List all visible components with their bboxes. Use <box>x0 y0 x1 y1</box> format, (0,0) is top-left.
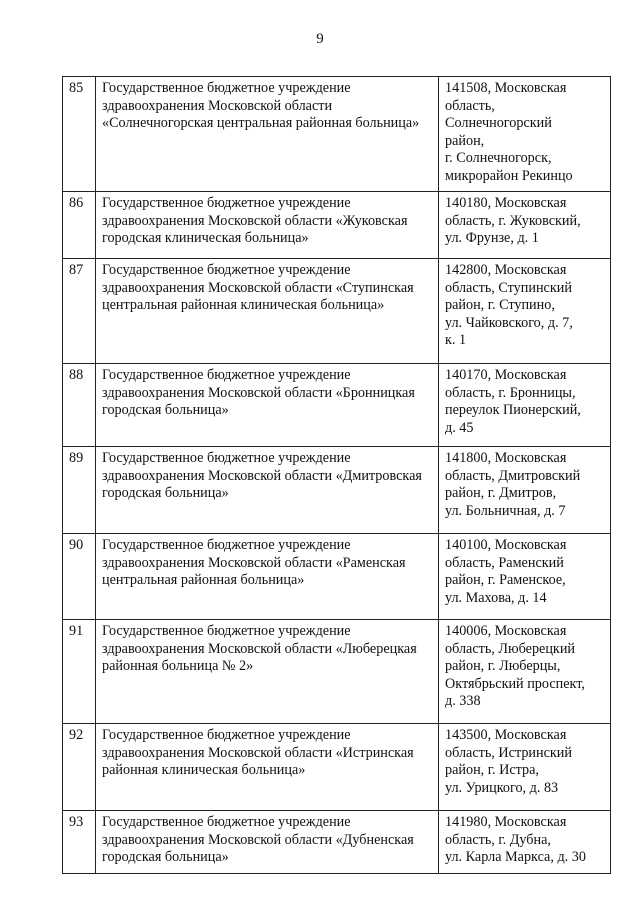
institution-name: Государственное бюджетное учреждение здравоохранения Московской области «Жуковская городская клиническая больница» <box>96 192 439 259</box>
institution-name: Государственное бюджетное учреждение здравоохранения Московской области «Дубненская городская больница» <box>96 811 439 874</box>
institution-name: Государственное бюджетное учреждение здравоохранения Московской области «Дмитровская городская больница» <box>96 447 439 534</box>
table-row <box>63 77 611 192</box>
row-number: 91 <box>63 620 96 724</box>
row-number: 88 <box>63 364 96 447</box>
institution-address: 142800, Московская область, Ступинский район, г. Ступино, ул. Чайковского, д. 7, к. 1 <box>439 259 611 364</box>
institution-name: Государственное бюджетное учреждение здравоохранения Московской области «Люберецкая районная больница № 2» <box>96 620 439 724</box>
institution-address: 140170, Московская область, г. Бронницы, переулок Пионерский, д. 45 <box>439 364 611 447</box>
page-number: 9 <box>316 31 324 47</box>
institution-address: 143500, Московская область, Истринский район, г. Истра, ул. Урицкого, д. 83 <box>439 724 611 811</box>
institution-address: 140180, Московская область, г. Жуковский, ул. Фрунзе, д. 1 <box>439 192 611 259</box>
row-number: 92 <box>63 724 96 811</box>
institution-name: Государственное бюджетное учреждение здравоохранения Московской области «Солнечногорская центральная районная больница» <box>96 77 439 192</box>
institution-name: Государственное бюджетное учреждение здравоохранения Московской области «Истринская районная клиническая больница» <box>96 724 439 811</box>
institution-name: Государственное бюджетное учреждение здравоохранения Московской области «Раменская центральная районная больница» <box>96 534 439 620</box>
institution-name: Государственное бюджетное учреждение здравоохранения Московской области «Ступинская центральная районная клиническая больница» <box>96 259 439 364</box>
table-row <box>63 811 611 874</box>
row-number: 87 <box>63 259 96 364</box>
row-number: 93 <box>63 811 96 874</box>
row-number: 89 <box>63 447 96 534</box>
row-number: 86 <box>63 192 96 259</box>
table-row <box>63 364 611 447</box>
table-row <box>63 447 611 534</box>
institution-address: 140006, Московская область, Люберецкий район, г. Люберцы, Октябрьский проспект, д. 338 <box>439 620 611 724</box>
institution-address: 141980, Московская область, г. Дубна, ул. Карла Маркса, д. 30 <box>439 811 611 874</box>
table-row <box>63 259 611 364</box>
row-number: 90 <box>63 534 96 620</box>
institution-address: 141508, Московская область, Солнечногорский район, г. Солнечногорск, микрорайон Рекинцо <box>439 77 611 192</box>
institution-address: 141800, Московская область, Дмитровский район, г. Дмитров, ул. Больничная, д. 7 <box>439 447 611 534</box>
institution-address: 140100, Московская область, Раменский район, г. Раменское, ул. Махова, д. 14 <box>439 534 611 620</box>
table-row <box>63 620 611 724</box>
row-number: 85 <box>63 77 96 192</box>
table-row <box>63 724 611 811</box>
table-row <box>63 192 611 259</box>
institutions-table <box>62 76 611 874</box>
institution-name: Государственное бюджетное учреждение здравоохранения Московской области «Бронницкая городская больница» <box>96 364 439 447</box>
table-row <box>63 534 611 620</box>
